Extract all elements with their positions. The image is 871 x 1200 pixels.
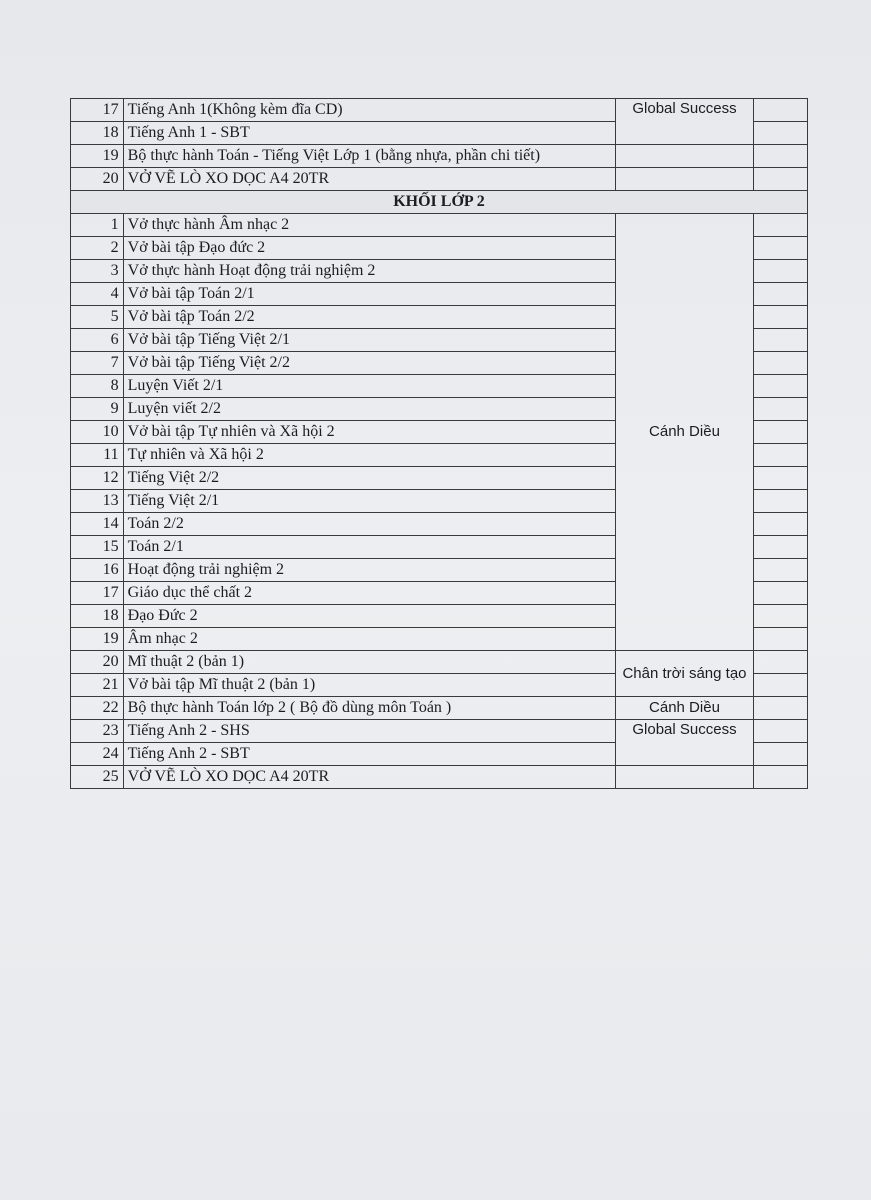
check-cell [754, 743, 808, 766]
row-number: 1 [71, 214, 124, 237]
check-cell [754, 444, 808, 467]
book-title: Vở bài tập Tự nhiên và Xã hội 2 [123, 421, 615, 444]
book-title: Tiếng Anh 2 - SHS [123, 720, 615, 743]
check-cell [754, 490, 808, 513]
book-title: Vở bài tập Toán 2/1 [123, 283, 615, 306]
check-cell [754, 99, 808, 122]
book-title: Âm nhạc 2 [123, 628, 615, 651]
row-number: 15 [71, 536, 124, 559]
book-title: Hoạt động trải nghiệm 2 [123, 559, 615, 582]
row-number: 10 [71, 421, 124, 444]
row-number: 20 [71, 168, 124, 191]
check-cell [754, 260, 808, 283]
row-number: 9 [71, 398, 124, 421]
check-cell [754, 283, 808, 306]
row-number: 7 [71, 352, 124, 375]
row-number: 14 [71, 513, 124, 536]
row-number: 21 [71, 674, 124, 697]
publisher-cell [615, 168, 754, 191]
book-title: Đạo Đức 2 [123, 605, 615, 628]
book-title: Toán 2/1 [123, 536, 615, 559]
check-cell [754, 513, 808, 536]
check-cell [754, 329, 808, 352]
row-number: 2 [71, 237, 124, 260]
book-title: Toán 2/2 [123, 513, 615, 536]
book-title: Bộ thực hành Toán lớp 2 ( Bộ đồ dùng môn Toán ) [123, 697, 615, 720]
check-cell [754, 214, 808, 237]
check-cell [754, 398, 808, 421]
row-number: 23 [71, 720, 124, 743]
table-row [71, 651, 808, 674]
row-number: 13 [71, 490, 124, 513]
check-cell [754, 306, 808, 329]
publisher-cell: Cánh Diều [615, 214, 754, 651]
book-title: Vở bài tập Đạo đức 2 [123, 237, 615, 260]
book-title: Vở bài tập Tiếng Việt 2/2 [123, 352, 615, 375]
publisher-cell: Global Success [615, 720, 754, 766]
row-number: 3 [71, 260, 124, 283]
publisher-cell: Global Success [615, 99, 754, 145]
book-title: Vở thực hành Hoạt động trải nghiệm 2 [123, 260, 615, 283]
row-number: 24 [71, 743, 124, 766]
section-header-row [71, 191, 808, 214]
check-cell [754, 697, 808, 720]
row-number: 4 [71, 283, 124, 306]
check-cell [754, 145, 808, 168]
check-cell [754, 559, 808, 582]
book-title: Tự nhiên và Xã hội 2 [123, 444, 615, 467]
check-cell [754, 237, 808, 260]
book-title: Luyện viết 2/2 [123, 398, 615, 421]
publisher-cell: Chân trời sáng tạo [615, 651, 754, 697]
table-row [71, 697, 808, 720]
book-title: Tiếng Việt 2/2 [123, 467, 615, 490]
publisher-cell [615, 766, 754, 789]
book-title: Luyện Viết 2/1 [123, 375, 615, 398]
row-number: 16 [71, 559, 124, 582]
table-row [71, 99, 808, 122]
row-number: 25 [71, 766, 124, 789]
table-row [71, 168, 808, 191]
table-row [71, 720, 808, 743]
check-cell [754, 628, 808, 651]
check-cell [754, 536, 808, 559]
book-title: Vở bài tập Mĩ thuật 2 (bản 1) [123, 674, 615, 697]
row-number: 6 [71, 329, 124, 352]
book-title: Vở bài tập Toán 2/2 [123, 306, 615, 329]
publisher-cell: Cánh Diều [615, 697, 754, 720]
row-number: 5 [71, 306, 124, 329]
check-cell [754, 720, 808, 743]
row-number: 8 [71, 375, 124, 398]
row-number: 12 [71, 467, 124, 490]
row-number: 19 [71, 145, 124, 168]
row-number: 17 [71, 582, 124, 605]
section-title: KHỐI LỚP 2 [71, 191, 808, 214]
book-title: Mĩ thuật 2 (bản 1) [123, 651, 615, 674]
book-title: Tiếng Anh 2 - SBT [123, 743, 615, 766]
row-number: 11 [71, 444, 124, 467]
check-cell [754, 168, 808, 191]
check-cell [754, 467, 808, 490]
row-number: 18 [71, 122, 124, 145]
book-list-table [70, 98, 808, 789]
row-number: 19 [71, 628, 124, 651]
row-number: 20 [71, 651, 124, 674]
check-cell [754, 421, 808, 444]
row-number: 18 [71, 605, 124, 628]
check-cell [754, 605, 808, 628]
check-cell [754, 651, 808, 674]
book-title: VỞ VẼ LÒ XO DỌC A4 20TR [123, 168, 615, 191]
publisher-cell [615, 145, 754, 168]
book-title: Tiếng Việt 2/1 [123, 490, 615, 513]
check-cell [754, 766, 808, 789]
book-title: Giáo dục thể chất 2 [123, 582, 615, 605]
check-cell [754, 122, 808, 145]
row-number: 22 [71, 697, 124, 720]
book-title: Tiếng Anh 1(Không kèm đĩa CD) [123, 99, 615, 122]
book-title: VỞ VẼ LÒ XO DỌC A4 20TR [123, 766, 615, 789]
book-title: Vở bài tập Tiếng Việt 2/1 [123, 329, 615, 352]
check-cell [754, 674, 808, 697]
book-title: Tiếng Anh 1 - SBT [123, 122, 615, 145]
table-row [71, 214, 808, 237]
row-number: 17 [71, 99, 124, 122]
check-cell [754, 582, 808, 605]
check-cell [754, 352, 808, 375]
book-title: Vở thực hành Âm nhạc 2 [123, 214, 615, 237]
table-row [71, 766, 808, 789]
table-row [71, 145, 808, 168]
book-title: Bộ thực hành Toán - Tiếng Việt Lớp 1 (bằng nhựa, phần chi tiết) [123, 145, 615, 168]
check-cell [754, 375, 808, 398]
